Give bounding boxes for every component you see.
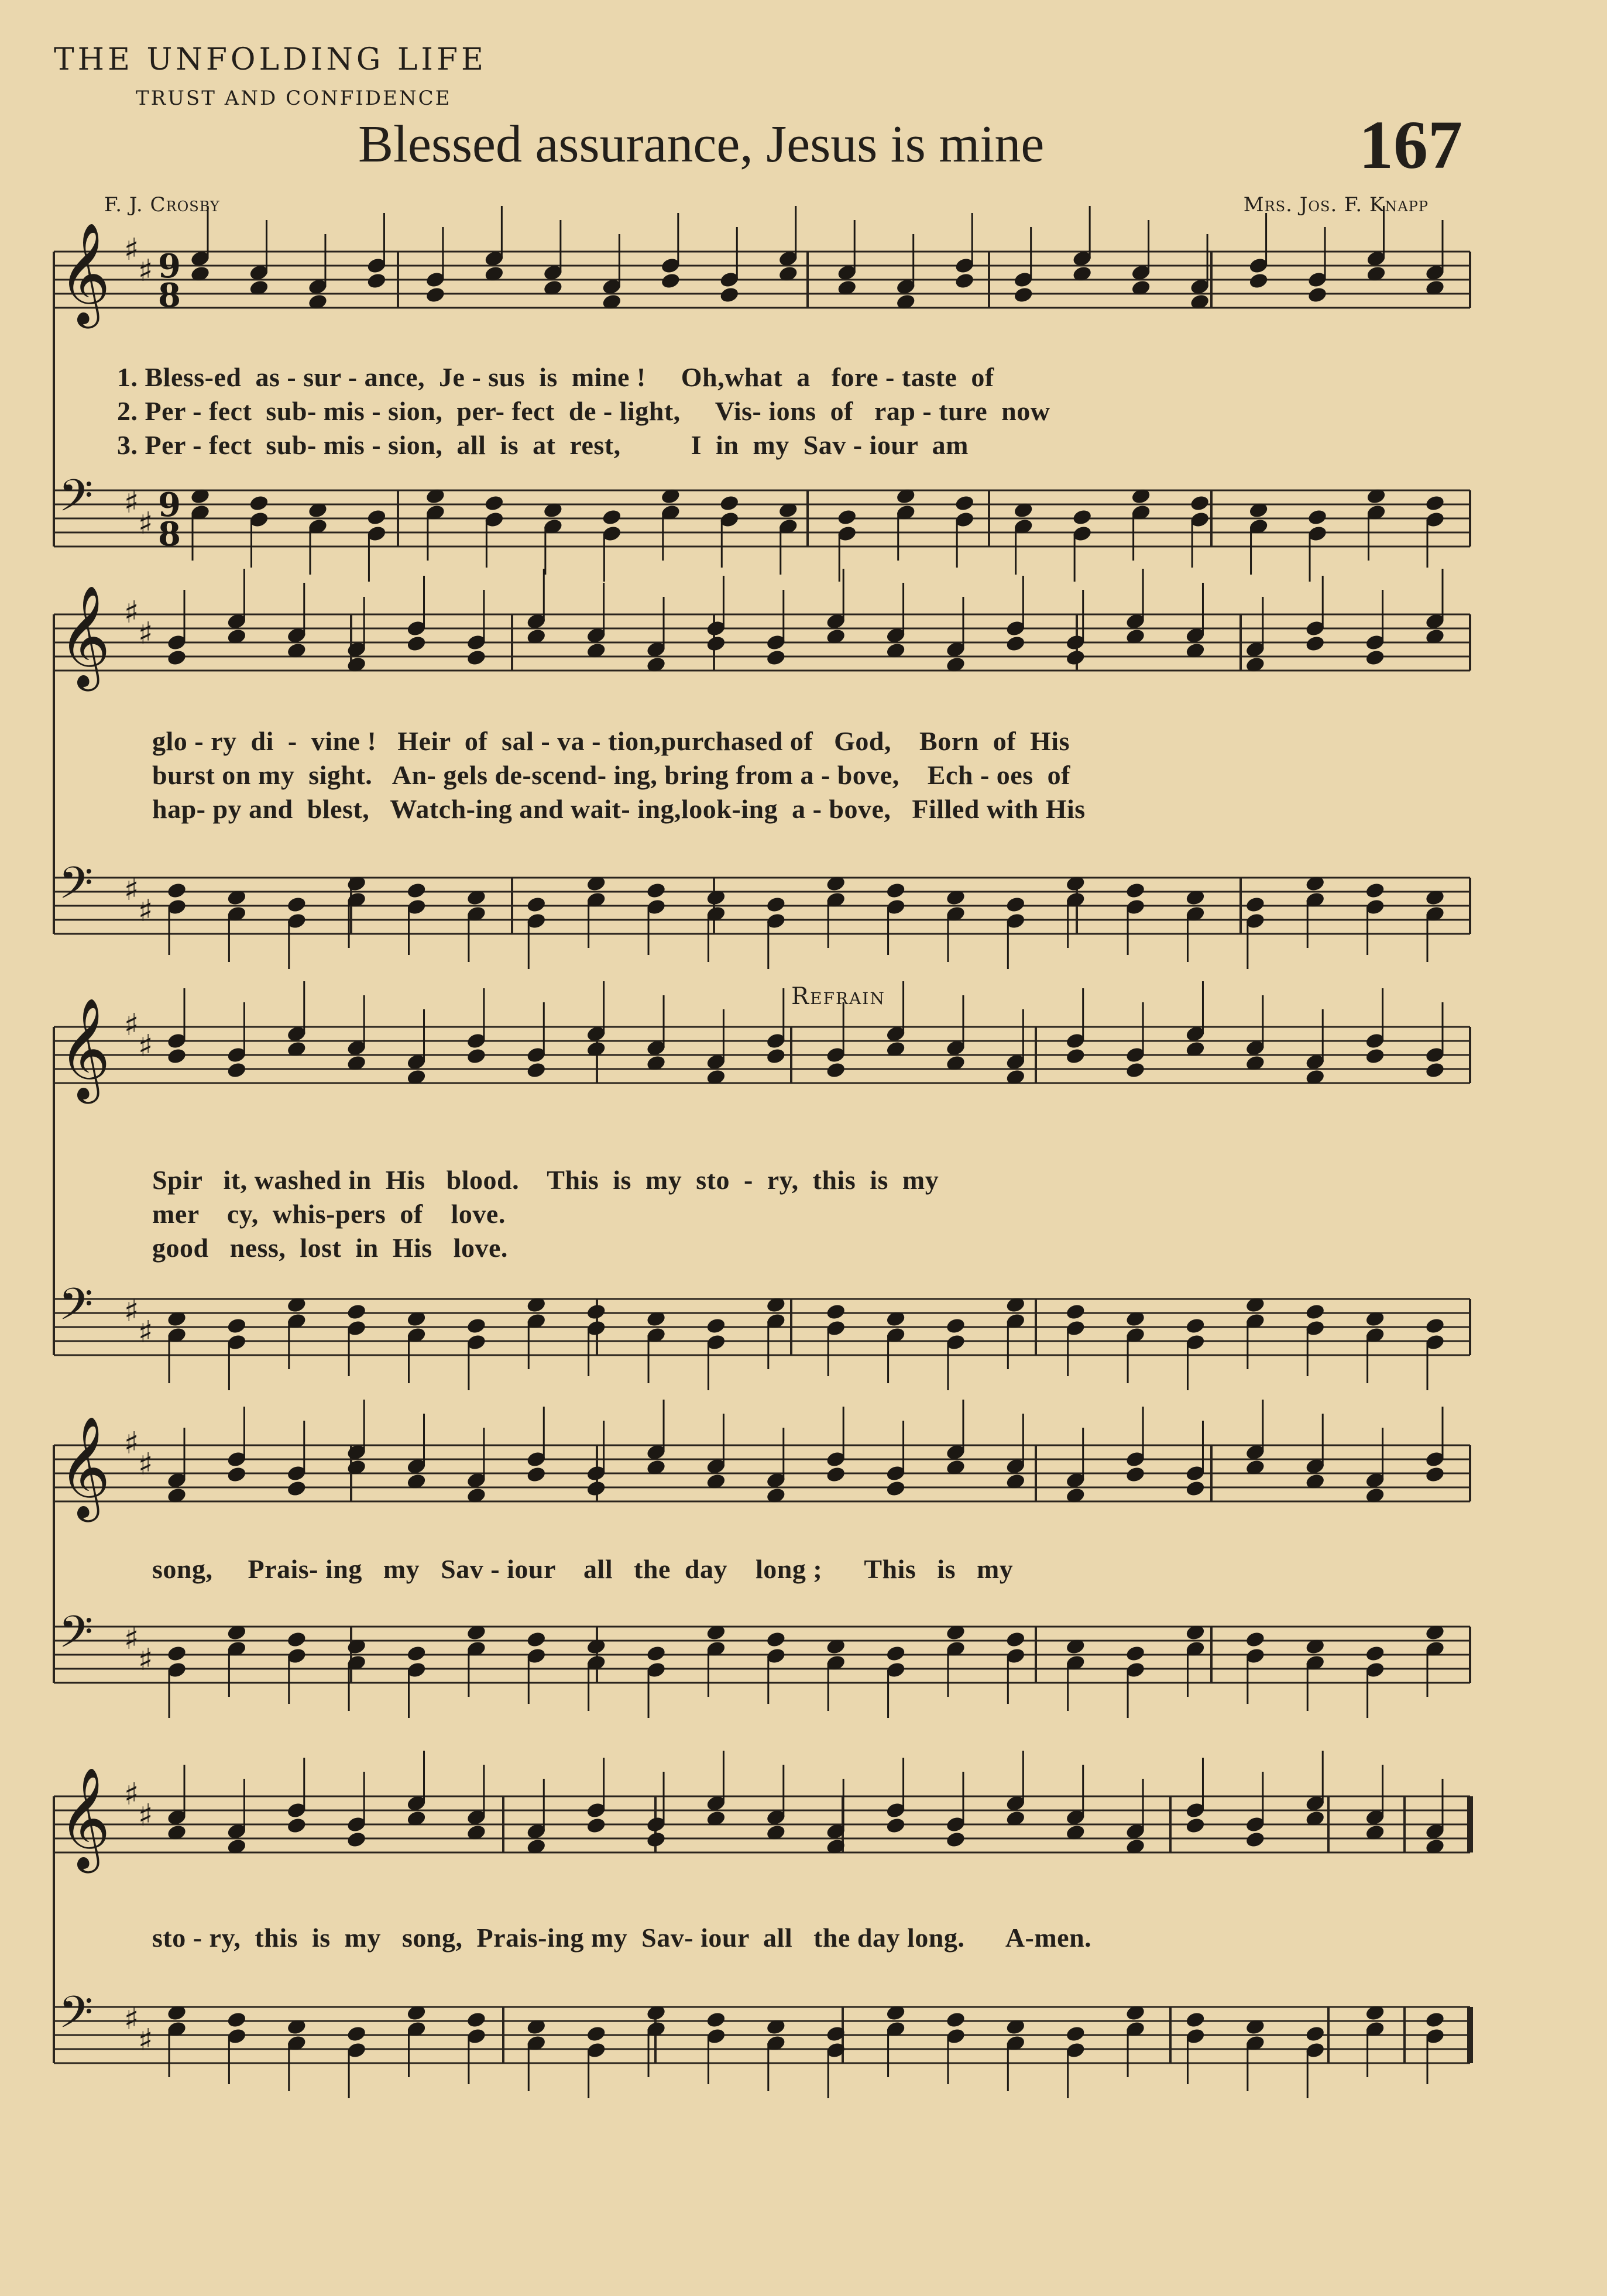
note-head (825, 1303, 846, 1321)
lyric-line: hap- py and blest, Watch-ing and wait- ing,look-ing a - bove, Filled with His (152, 794, 1086, 824)
bass-clef: 𝄢 (59, 470, 94, 532)
note-head (166, 882, 187, 900)
note-head (286, 1631, 307, 1649)
note-head (586, 2025, 607, 2043)
bass-clef: 𝄢 (59, 857, 94, 920)
note-head (885, 1480, 906, 1498)
sharp-sign: ♯ (138, 1315, 153, 1350)
note-head (645, 1645, 667, 1663)
note-head (226, 1466, 248, 1484)
note-head (1424, 2011, 1445, 2029)
note-head (286, 1817, 307, 1835)
note-head (466, 1317, 487, 1335)
note-head (660, 272, 681, 290)
note-head (166, 649, 187, 667)
note-head (406, 1645, 427, 1663)
note-head (706, 1317, 727, 1335)
note-head (366, 272, 387, 290)
sharp-sign: ♯ (138, 1642, 153, 1678)
note-head (765, 649, 787, 667)
note-head (406, 635, 427, 653)
note-head (825, 1466, 846, 1484)
treble-clef: 𝄞 (59, 998, 111, 1099)
note-head (586, 1480, 607, 1498)
note-head (1065, 1303, 1086, 1321)
note-head (1005, 635, 1026, 653)
note-head (945, 1317, 966, 1335)
note-head (1307, 508, 1328, 527)
note-head (1365, 1047, 1386, 1065)
note-head (1065, 649, 1086, 667)
hymn-title: Blessed assurance, Jesus is mine (358, 115, 1045, 173)
note-head (1245, 1831, 1266, 1849)
note-head (945, 1831, 966, 1849)
lyric-line: burst on my sight. An- gels de-scend- ing, bring from a - bove, Ech - oes of (152, 760, 1070, 790)
sharp-sign: ♯ (138, 2023, 153, 2058)
note-head (1125, 1061, 1146, 1080)
note-head (1304, 635, 1326, 653)
note-head (1189, 494, 1210, 513)
sharp-sign: ♯ (124, 485, 139, 520)
note-head (1005, 896, 1026, 914)
note-head (1424, 1061, 1445, 1080)
note-head (1424, 1317, 1445, 1335)
time-signature-top: 9 (158, 486, 181, 524)
sharp-sign: ♯ (138, 253, 153, 288)
lyric-line: 3. Per - fect sub- mis - sion, all is at rest, I in my Sav - iour am (117, 430, 969, 460)
sharp-sign: ♯ (124, 1294, 139, 1329)
note-head (1424, 1466, 1445, 1484)
note-head (1307, 286, 1328, 304)
note-head (346, 1303, 367, 1321)
lyric-line: 2. Per - fect sub- mis - sion, per- fect de - light, Vis- ions of rap - ture now (117, 396, 1050, 426)
note-head (406, 882, 427, 900)
lyric-line: 1. Bless-ed as - sur - ance, Je - sus is mine ! Oh,what a fore - taste of (117, 362, 994, 392)
lyric-line: glo - ry di - vine ! Heir of sal - va - tion,purchased of God, Born of His (152, 726, 1070, 756)
note-head (1365, 1645, 1386, 1663)
note-head (765, 1631, 787, 1649)
note-head (1185, 1317, 1206, 1335)
note-head (765, 1047, 787, 1065)
note-head (226, 1061, 248, 1080)
treble-clef: 𝄞 (59, 585, 111, 687)
hymn-number: 167 (1359, 106, 1462, 183)
sharp-sign: ♯ (124, 872, 139, 908)
note-head (166, 1645, 187, 1663)
sharp-sign: ♯ (124, 2002, 139, 2037)
sharp-sign: ♯ (124, 1426, 139, 1461)
time-signature-bottom: 8 (158, 276, 181, 315)
note-head (586, 1817, 607, 1835)
note-head (1072, 508, 1093, 527)
note-head (425, 286, 446, 304)
sharp-sign: ♯ (138, 1029, 153, 1064)
note-head (1185, 1480, 1206, 1498)
note-head (249, 494, 270, 513)
note-head (1125, 882, 1146, 900)
time-signature-bottom: 8 (158, 515, 181, 554)
note-head (1424, 494, 1445, 513)
note-head (466, 1047, 487, 1065)
note-head (954, 494, 975, 513)
note-head (286, 1480, 307, 1498)
note-head (719, 286, 740, 304)
note-head (1065, 2025, 1086, 2043)
bass-clef: 𝄢 (59, 1986, 94, 2049)
sharp-sign: ♯ (124, 1008, 139, 1043)
note-head (1185, 1817, 1206, 1835)
note-head (1304, 1303, 1326, 1321)
note-head (1005, 1631, 1026, 1649)
note-head (1245, 1631, 1266, 1649)
sharp-sign: ♯ (124, 1777, 139, 1812)
note-head (466, 649, 487, 667)
note-head (885, 1645, 906, 1663)
treble-clef: 𝄞 (59, 1416, 111, 1518)
words-credit: F. J. Crosby (104, 193, 220, 216)
system-1 (54, 206, 1470, 582)
note-head (601, 508, 622, 527)
sharp-sign: ♯ (124, 595, 139, 630)
refrain-label: Refrain (791, 983, 885, 1010)
note-head (226, 2011, 248, 2029)
note-head (1304, 2025, 1326, 2043)
sharp-sign: ♯ (138, 616, 153, 651)
lyric-line: Spir it, washed in His blood. This is my sto - ry, this is my (152, 1165, 939, 1195)
note-head (719, 494, 740, 513)
note-head (586, 1303, 607, 1321)
note-head (1125, 1466, 1146, 1484)
note-head (885, 1817, 906, 1835)
time-signature-top: 9 (158, 247, 181, 286)
note-head (1248, 272, 1269, 290)
music-credit: Mrs. Jos. F. Knapp (1243, 193, 1429, 216)
note-head (346, 1831, 367, 1849)
note-head (466, 2011, 487, 2029)
subsection-heading: TRUST AND CONFIDENCE (136, 87, 452, 110)
treble-staff (54, 585, 1470, 692)
note-head (286, 896, 307, 914)
note-head (1365, 649, 1386, 667)
lyric-line: sto - ry, this is my song, Prais-ing my Sav- iour all the day long. A-men. (152, 1923, 1092, 1953)
note-head (226, 1317, 248, 1335)
note-head (765, 896, 787, 914)
note-head (346, 2025, 367, 2043)
sharp-sign: ♯ (138, 506, 153, 541)
note-head (484, 494, 505, 513)
note-head (706, 635, 727, 653)
note-head (526, 1631, 547, 1649)
note-head (366, 508, 387, 527)
treble-clef: 𝄞 (59, 1767, 111, 1869)
note-head (526, 1061, 547, 1080)
treble-clef: 𝄞 (59, 222, 111, 324)
sharp-sign: ♯ (138, 893, 153, 929)
note-head (825, 1061, 846, 1080)
note-head (706, 2011, 727, 2029)
note-head (1185, 2011, 1206, 2029)
note-head (1245, 896, 1266, 914)
sharp-sign: ♯ (124, 1621, 139, 1656)
lyric-line: song, Prais- ing my Sav - iour all the day long ; This is my (152, 1554, 1014, 1584)
section-heading: THE UNFOLDING LIFE (54, 42, 487, 77)
sharp-sign: ♯ (124, 232, 139, 267)
note-head (1065, 1047, 1086, 1065)
lyric-line: good ness, lost in His love. (152, 1233, 508, 1263)
note-head (1125, 1645, 1146, 1663)
note-head (526, 1466, 547, 1484)
note-head (1013, 286, 1034, 304)
note-head (836, 508, 857, 527)
note-head (945, 2011, 966, 2029)
sharp-sign: ♯ (138, 1447, 153, 1482)
note-head (885, 882, 906, 900)
note-head (1365, 882, 1386, 900)
note-head (645, 1831, 667, 1849)
sharp-sign: ♯ (138, 1798, 153, 1833)
note-head (526, 896, 547, 914)
note-head (166, 1047, 187, 1065)
note-head (954, 272, 975, 290)
note-head (645, 882, 667, 900)
lyric-line: mer cy, whis-pers of love. (152, 1199, 506, 1229)
bass-clef: 𝄢 (59, 1606, 94, 1669)
bass-clef: 𝄢 (59, 1278, 94, 1341)
